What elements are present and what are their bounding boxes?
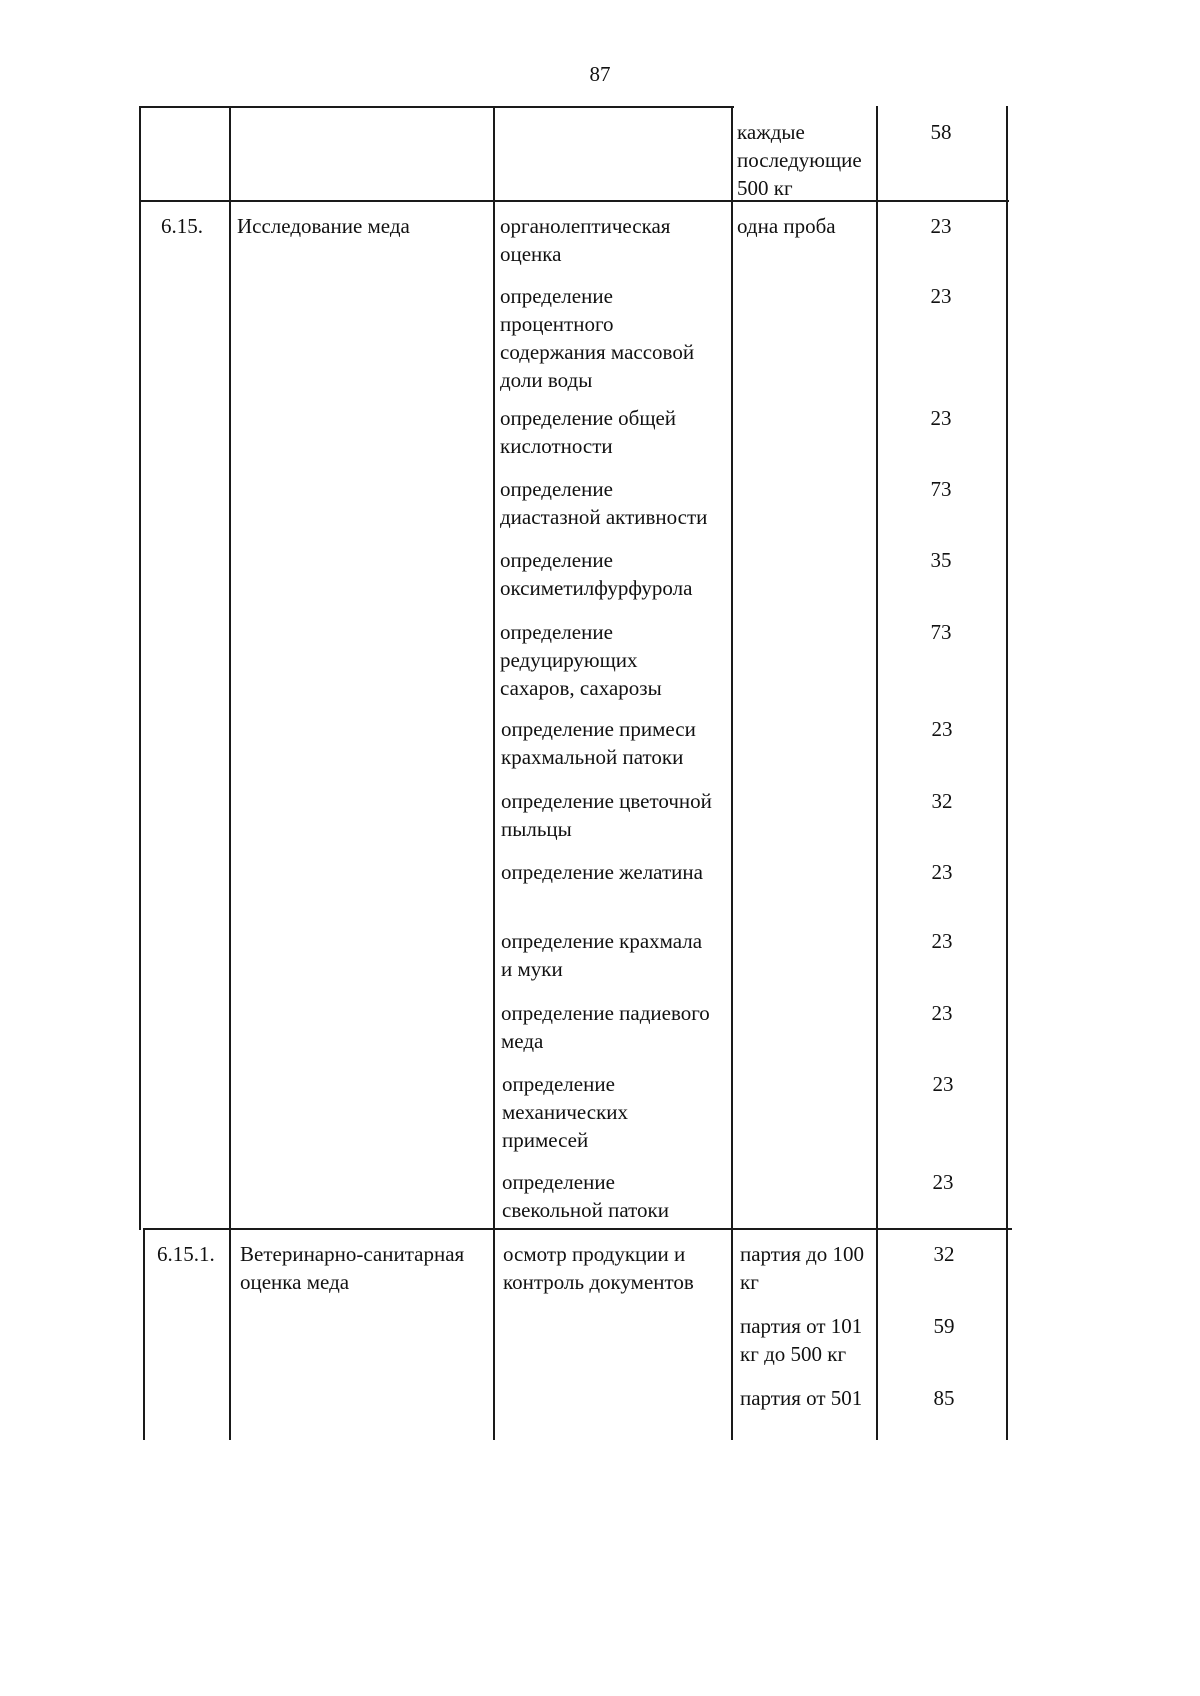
service-price: 73 [930,477,952,501]
batch-unit: партия до 100 кг [740,1242,865,1294]
batch-price: 59 [933,1314,955,1338]
service-price: 35 [930,548,952,572]
service-price: 23 [932,1170,954,1194]
section-number: 6.15. [161,214,203,238]
carry-over-price: 58 [930,120,952,144]
service-price: 23 [931,929,953,953]
service-price: 32 [931,789,953,813]
service-name: определение падиевого меда [501,1001,710,1053]
column-border [139,106,141,1230]
service-price: 23 [930,406,952,430]
section-unit: одна проба [737,214,836,238]
batch-unit: партия от 501 [740,1386,863,1410]
service-price: 23 [931,860,953,884]
row-separator [143,1228,1012,1230]
row-separator [139,200,1009,202]
batch-unit: партия от 101 кг до 500 кг [740,1314,863,1366]
column-border [493,106,495,1440]
batch-price: 85 [933,1386,955,1410]
column-border [143,1228,145,1440]
service-name: определение диастазной активности [500,477,708,529]
service-name: определение примеси крахмальной патоки [501,717,696,769]
column-border [1006,106,1008,1440]
service-price: 23 [930,214,952,238]
service-price: 23 [932,1072,954,1096]
carry-over-unit: каждые последующие 500 кг [737,120,862,200]
service-price: 23 [931,1001,953,1025]
service-name: определение общей кислотности [500,406,677,458]
column-border [229,106,231,1440]
service-name: определение желатина [501,860,703,884]
section-number: 6.15.1. [157,1242,215,1266]
service-name: определение крахмала и муки [501,929,703,981]
service-price: 23 [930,284,952,308]
page-number: 87 [589,62,611,86]
column-border [876,106,878,1440]
service-name: органолептическая оценка [500,214,671,266]
service-name: определение процентного содержания массовой доли воды [500,284,695,392]
service-name: определение редуцирующих сахаров, сахарозы [500,620,662,700]
service-price: 23 [931,717,953,741]
section-title: Исследование меда [237,214,410,238]
service-name: определение цветочной пыльцы [501,789,712,841]
service-name: осмотр продукции и контроль документов [503,1242,694,1294]
column-border [731,106,733,1440]
service-price: 73 [930,620,952,644]
service-name: определение оксиметилфурфурола [500,548,693,600]
service-name: определение механических примесей [502,1072,629,1152]
service-name: определение свекольной патоки [502,1170,669,1222]
batch-price: 32 [933,1242,955,1266]
section-title: Ветеринарно-санитарная оценка меда [240,1242,465,1294]
